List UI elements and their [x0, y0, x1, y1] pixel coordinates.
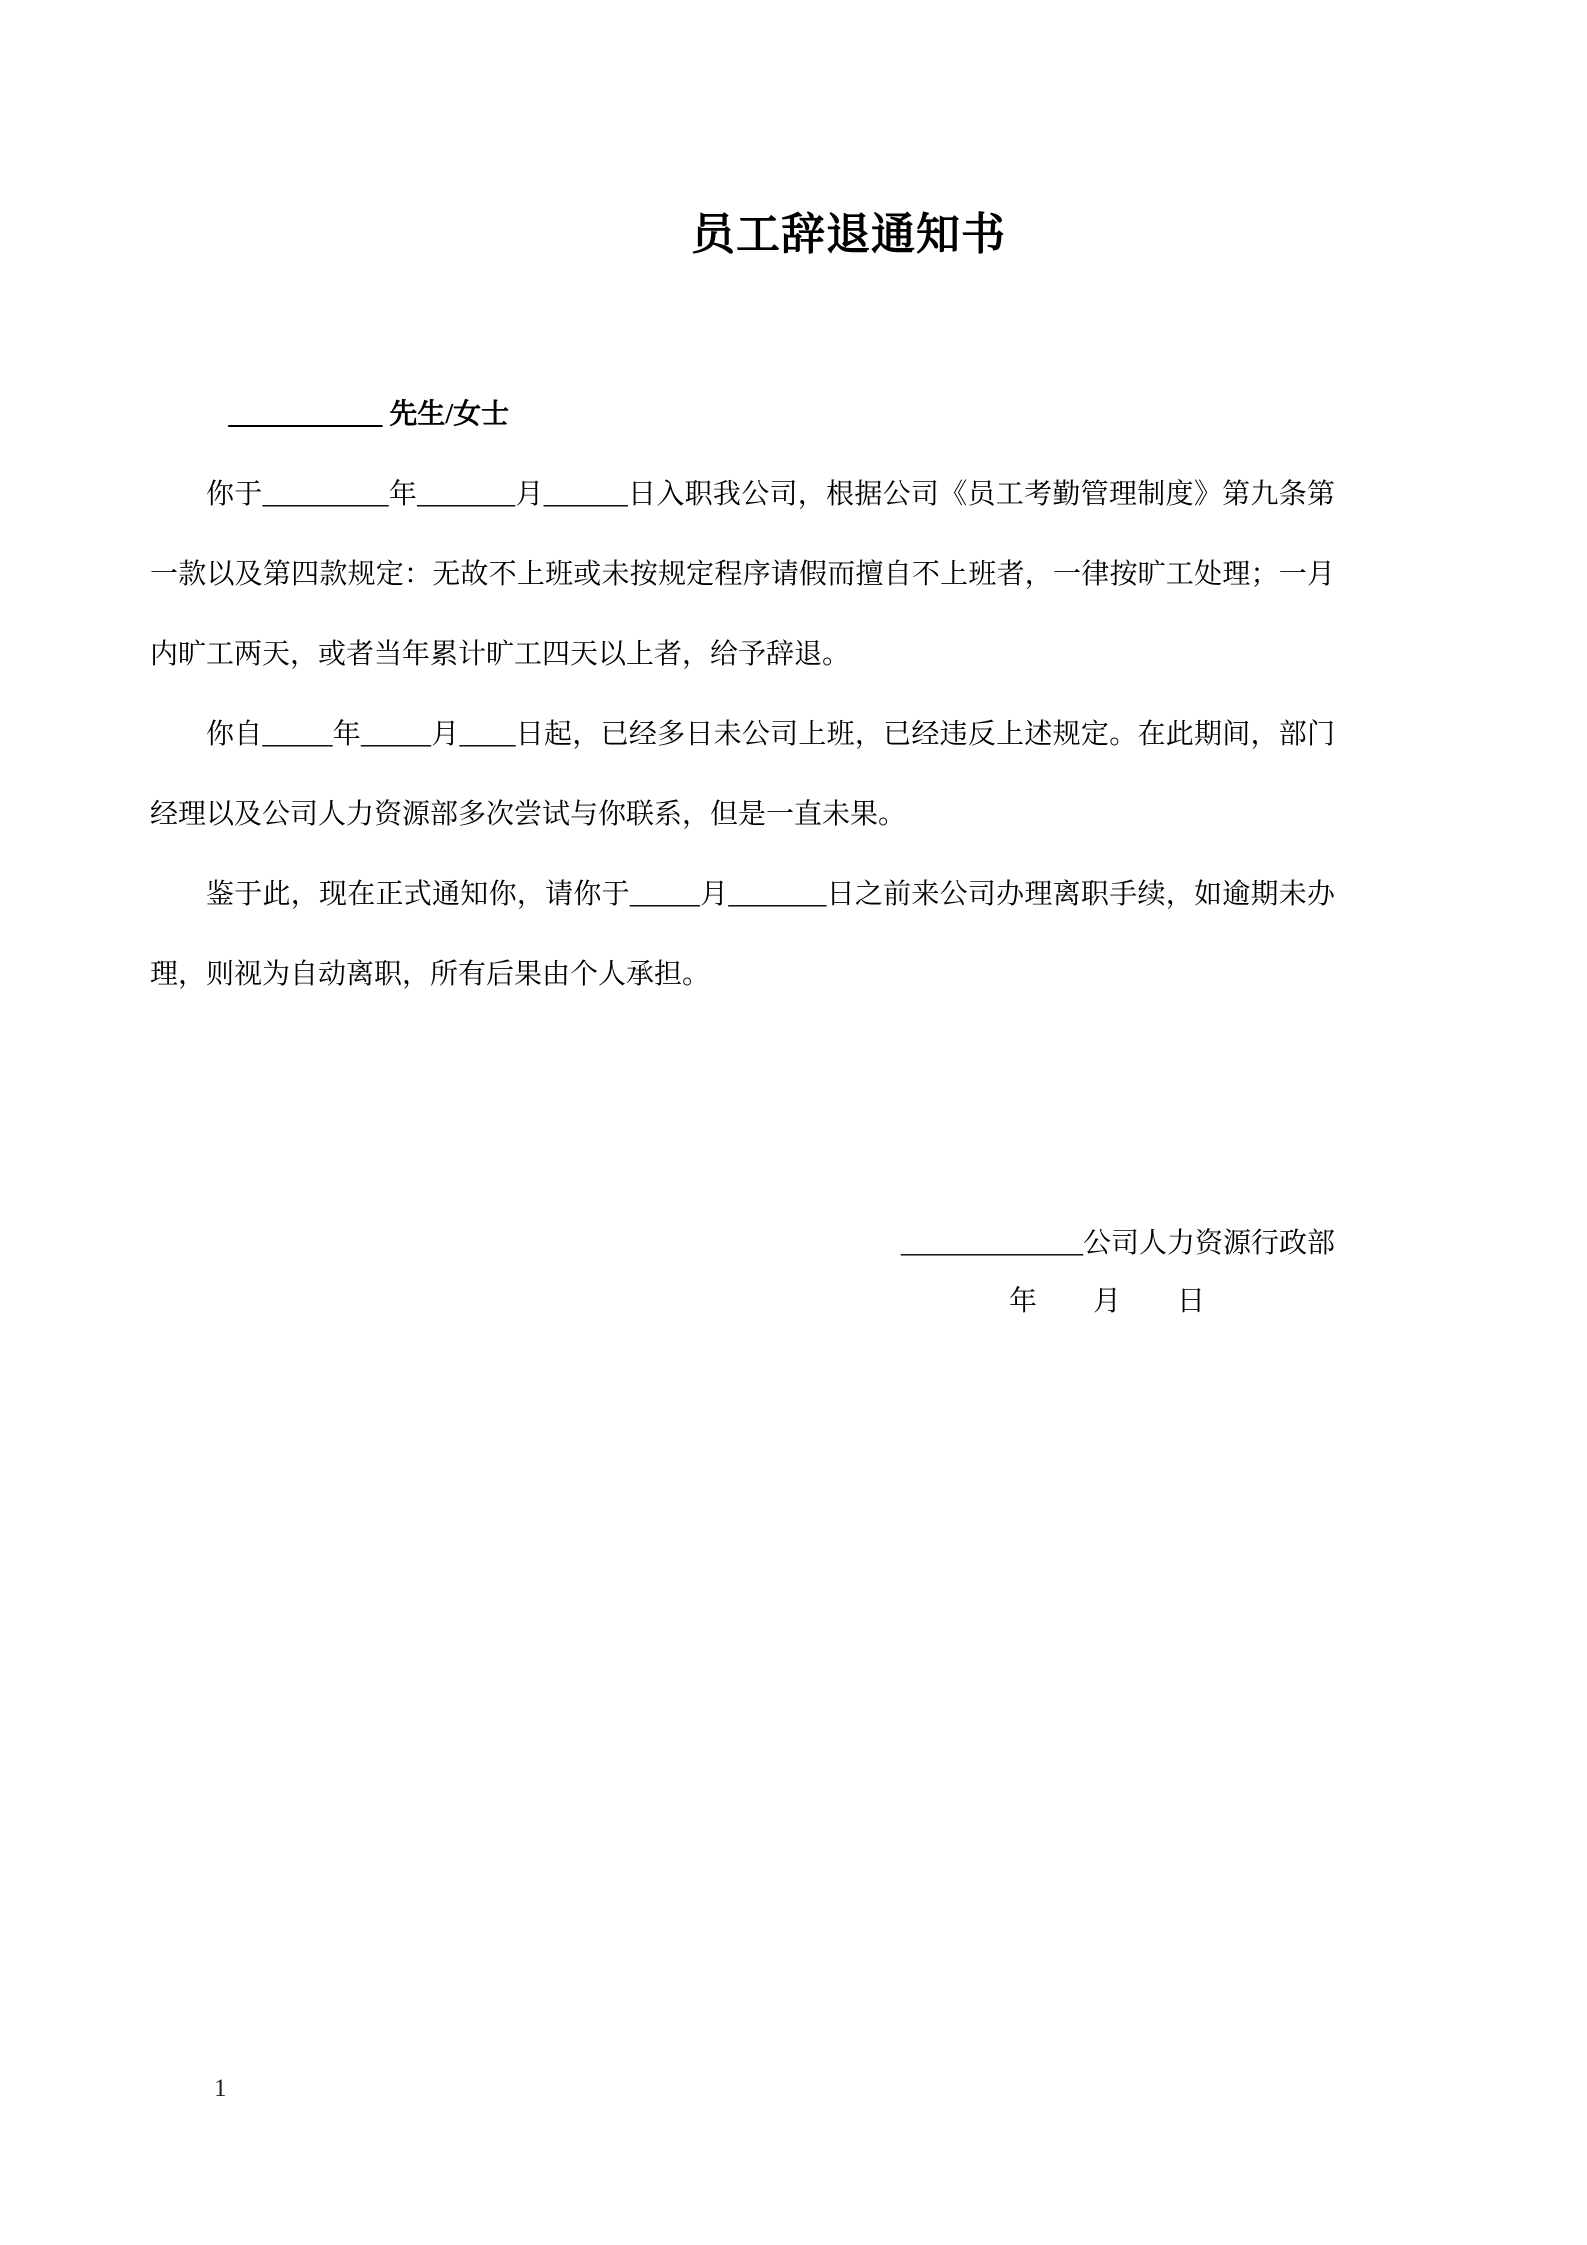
signature-block [150, 1215, 1335, 1331]
signature-date-line: 年 月 日 [1008, 1286, 1205, 1317]
paragraph-notice-deadline: 鉴于此，现在正式通知你，请你于_____月_______日之前来公司办理离职手续，如逾期未办理，则视为自动离职，所有后果由个人承担。 [150, 879, 1335, 990]
salutation-line: ___________ 先生/女士 [228, 399, 510, 430]
page-number: 1 [214, 2075, 227, 2102]
page-title [0, 205, 1587, 265]
document-body [150, 375, 1335, 1015]
paragraph-absence-statement: 你自_____年_____月____日起，已经多日未公司上班，已经违反上述规定。在此期间，部门经理以及公司人力资源部多次尝试与你联系，但是一直未果。 [150, 719, 1335, 830]
page-title-text: 员工辞退通知书 [691, 210, 1006, 259]
signature-department-line: _____________公司人力资源行政部 [900, 1228, 1335, 1259]
paragraph-employment-rule: 你于_________年_______月______日入职我公司，根据公司《员工考勤管理制度》第九条第一款以及第四款规定：无故不上班或未按规定程序请假而擅自不上班者，一律按旷工处理；一月内旷工两天，或者当年累计旷工四天以上者，给予辞退。 [150, 479, 1335, 670]
